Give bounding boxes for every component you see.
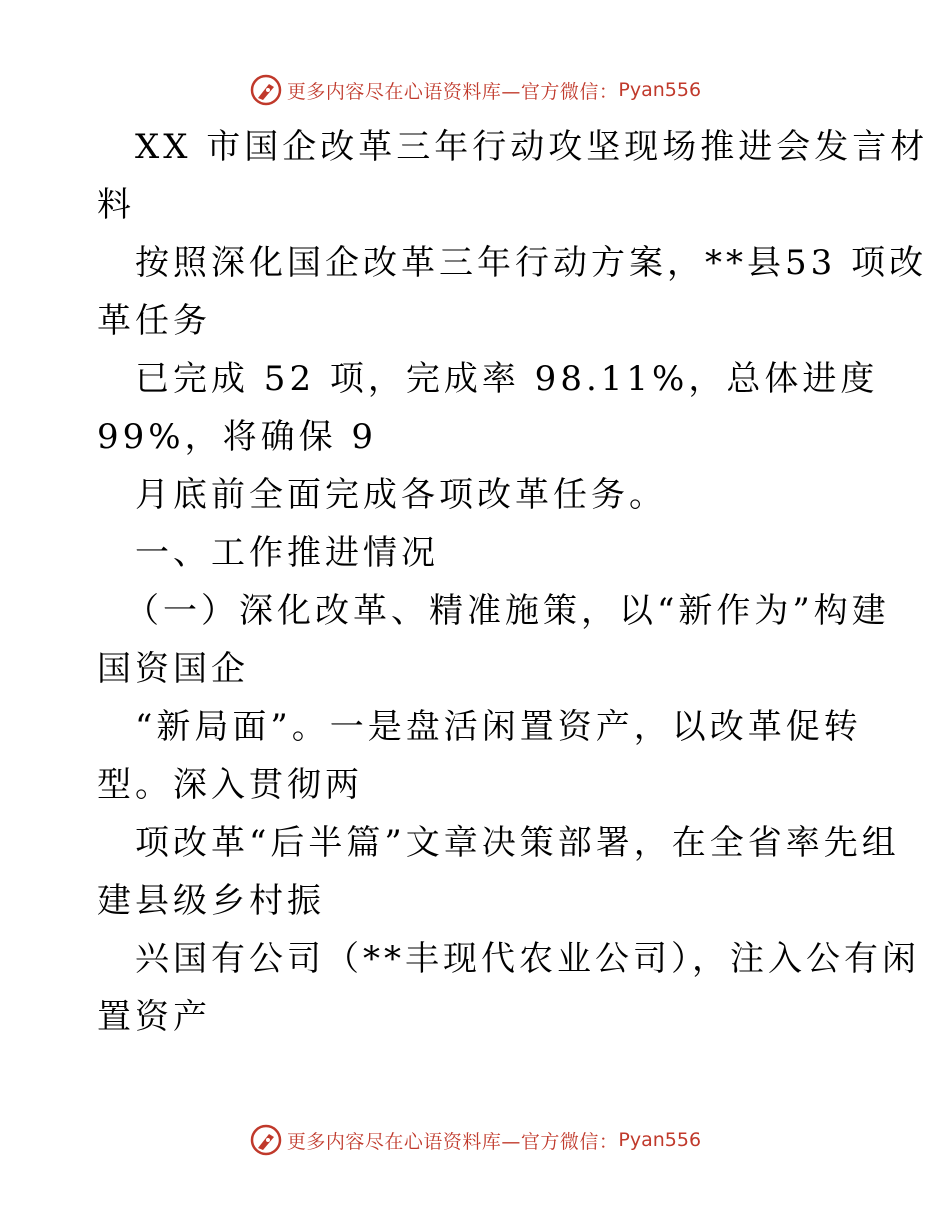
- watermark-text: 更多内容尽在心语资料库—官方微信：: [286, 80, 619, 103]
- pen-nib-logo-icon: [249, 73, 283, 107]
- paragraph-line: 已完成 52 项，完成率 98.11%，总体进度: [135, 359, 879, 399]
- document-title-continued: 料: [97, 185, 135, 225]
- header-watermark: [0, 70, 950, 110]
- paragraph-line: 兴国有公司（**丰现代农业公司），注入公有闲: [135, 939, 920, 979]
- paragraph-line: 按照深化国企改革三年行动方案，**县53 项改: [135, 243, 928, 283]
- watermark-contact: Pyan556: [618, 79, 702, 101]
- paragraph-line: 项改革“后半篇”文章决策部署，在全省率先组: [135, 823, 900, 863]
- document-title: XX 市国企改革三年行动攻坚现场推进会发言材: [135, 127, 929, 167]
- paragraph-line: 99%，将确保 9: [97, 417, 378, 457]
- paragraph-line: 革任务: [97, 301, 211, 341]
- paragraph-line: 月底前全面完成各项改革任务。: [135, 475, 667, 515]
- paragraph-line: 建县级乡村振: [97, 881, 325, 921]
- section-heading: 一、工作推进情况: [135, 533, 439, 573]
- pen-nib-logo-icon: [249, 1123, 283, 1157]
- paragraph-line: 国资国企: [97, 649, 249, 689]
- paragraph-line: 置资产: [97, 997, 211, 1037]
- footer-watermark: [0, 1120, 950, 1160]
- watermark-contact: Pyan556: [618, 1129, 702, 1151]
- paragraph-line: “新局面”。一是盘活闲置资产，以改革促转: [135, 707, 862, 747]
- paragraph-line: 型。深入贯彻两: [97, 765, 363, 805]
- document-body: [97, 118, 929, 1046]
- watermark-text: 更多内容尽在心语资料库—官方微信：: [286, 1130, 619, 1153]
- subsection-heading: （一）深化改革、精准施策，以“新作为”构建: [125, 591, 890, 631]
